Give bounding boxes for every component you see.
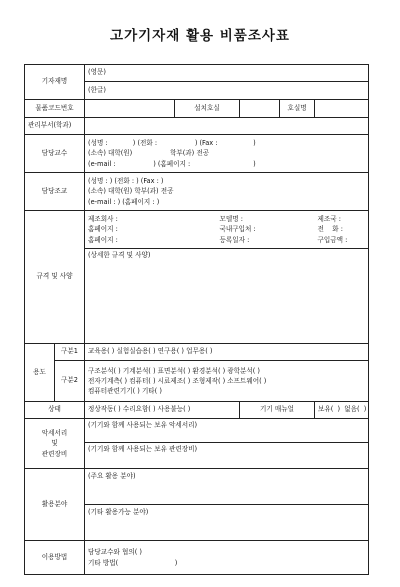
professor-line-email: (e-mail : ) (홈페이지 : ) <box>88 159 256 168</box>
field-label: 활용분야 <box>25 469 85 541</box>
usage-label: 용도 <box>25 344 55 402</box>
equipment-name-label: 기자재명 <box>25 65 85 100</box>
lab-name-label: 호실명 <box>280 100 315 118</box>
accessory-label: 악세서리 및 관련장비 <box>25 419 85 469</box>
method-line2: 기타 방법( ) <box>88 558 178 567</box>
install-room-value[interactable] <box>240 100 280 118</box>
asset-code-value[interactable] <box>85 100 175 118</box>
spec-col-a <box>85 211 217 249</box>
spec-manufacturer: 제조회사 : <box>88 215 118 224</box>
survey-form-table <box>24 64 369 575</box>
related-equipment-field[interactable]: (기기와 함께 사용되는 보유 관련장비) <box>85 443 369 469</box>
spec-homepage-1: 홈페이지 : <box>88 225 118 234</box>
spec-homepage-2: 홈페이지 : <box>88 235 118 244</box>
spec-detail[interactable]: (상세한 규격 및 사양) <box>85 249 369 344</box>
usage-cat2-line3: 컴퓨터관련기기( ) 기타( ) <box>88 387 162 396</box>
assistant-line-affiliation: (소속) 대학(원) 학부(과) 전공 <box>88 187 174 196</box>
spec-country: 제조국 : <box>317 215 341 224</box>
method-label: 이용방법 <box>25 541 85 575</box>
assistant-info[interactable] <box>85 173 369 211</box>
spec-model: 모델명 : <box>219 215 243 224</box>
professor-line-affiliation: (소속) 대학(원) 학부(과) 전공 <box>88 149 210 158</box>
spec-col-c <box>315 211 369 249</box>
spec-price: 구입금액 : <box>317 235 348 244</box>
spec-label: 규격 및 사양 <box>25 211 85 344</box>
usage-cat2-label: 구분2 <box>55 361 85 402</box>
accessory-field[interactable]: (기기와 함께 사용되는 보유 악세서리) <box>85 419 369 443</box>
professor-line-name: (성명 : ) (전화 : ) (Fax : ) <box>88 139 256 148</box>
method-line1: 담당교수와 협의( ) <box>88 548 142 557</box>
department-label: 관리부서(학과) <box>25 118 85 135</box>
usage-cat2-line1: 구조분석( ) 기계분석( ) 표면분석( ) 환경분석( ) 광학분석( ) <box>88 366 260 375</box>
usage-cat2-options[interactable] <box>85 361 369 402</box>
usage-cat1-label: 구분1 <box>55 344 85 361</box>
spec-col-b <box>217 211 315 249</box>
manual-options[interactable]: 보유( ) 없음( ) <box>315 402 369 419</box>
spec-domestic-vendor: 국내구입처 : <box>219 225 256 234</box>
spec-phone: 전 화 : <box>317 225 343 234</box>
method-options[interactable] <box>85 541 369 575</box>
department-value[interactable] <box>85 118 369 135</box>
install-room-label: 설치호실 <box>175 100 240 118</box>
lab-name-value[interactable] <box>315 100 369 118</box>
status-label: 상태 <box>25 402 85 419</box>
asset-code-label: 물품코드번호 <box>25 100 85 118</box>
equipment-name-english[interactable]: (영문) <box>85 65 369 82</box>
usage-cat2-line2: 전자기계측( ) 컴퓨터( ) 시료제조( ) 조형제작( ) 소프트웨어( ) <box>88 376 267 385</box>
manual-label: 기기 매뉴얼 <box>240 402 315 419</box>
page-title: 고가기자재 활용 비품조사표 <box>110 28 290 44</box>
spec-register-date: 등록일자 : <box>219 235 250 244</box>
field-other[interactable]: (기타 활용가능 분야) <box>85 505 369 541</box>
professor-info[interactable] <box>85 135 369 173</box>
professor-label: 담당교수 <box>25 135 85 173</box>
assistant-label: 담당조교 <box>25 173 85 211</box>
usage-cat1-options[interactable]: 교육용( ) 실험실습용( ) 연구용( ) 업무용( ) <box>85 344 369 361</box>
assistant-line-email: (e-mail : ) (홈페이지 : ) <box>88 197 160 206</box>
status-options[interactable]: 정상작동( ) 수리요함( ) 사용불능( ) <box>85 402 240 419</box>
field-main[interactable]: (주요 활용 분야) <box>85 469 369 505</box>
assistant-line-name: (성명 : ) (전화 : ) (Fax : ) <box>88 177 164 186</box>
equipment-name-korean[interactable]: (한글) <box>85 82 369 100</box>
